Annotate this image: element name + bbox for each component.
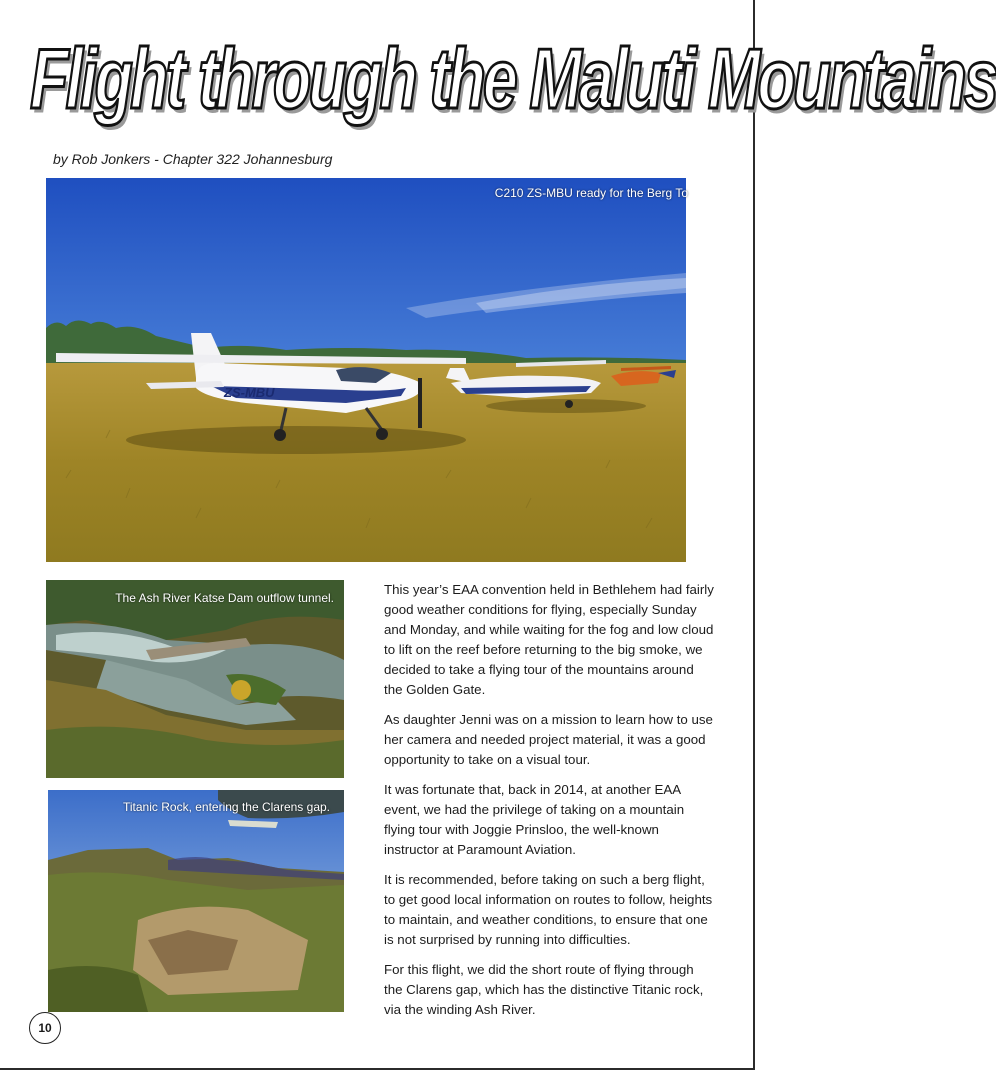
article-title: Flight through the Maluti Mountains: [30, 32, 996, 128]
aircraft-registration: ZS-MBU: [224, 385, 275, 400]
dam-photo-caption: The Ash River Katse Dam outflow tunnel.: [115, 591, 334, 605]
article-paragraph: It is recommended, before taking on such a berg flight, to get good local information on routes to follow, heights to maintain, and weather conditions, to ensure that one is not surprised by running into difficulties.: [384, 872, 713, 947]
dam-photo-illustration: [46, 580, 344, 778]
page-number: 10: [29, 1012, 61, 1044]
dam-outflow-photo: [46, 580, 344, 778]
rock-photo-illustration: [48, 790, 344, 1012]
article-paragraph: It was fortunate that, back in 2014, at another EAA event, we had the privilege of taking on a mountain flying tour with Joggie Prinsloo, the well-known instructor at Paramount Aviation.: [384, 782, 685, 857]
hero-photo-illustration: [46, 178, 686, 562]
article-paragraph: As daughter Jenni was on a mission to learn how to use her camera and needed project material, it was a good opportunity to take on a visual tour.: [384, 712, 713, 767]
article-paragraph: For this flight, we did the short route of flying through the Clarens gap, which has the distinctive Titanic rock, via the winding Ash River.: [384, 962, 704, 1017]
titanic-rock-photo: [48, 790, 344, 1012]
rock-photo-caption: Titanic Rock, entering the Clarens gap.: [123, 800, 330, 814]
hero-photo-aircraft: [46, 178, 686, 562]
article-paragraph: This year’s EAA convention held in Bethlehem had fairly good weather conditions for flying, especially Sunday and Monday, and while waiting for the fog and low cloud to lift on the reef before returning to the big smoke, we decided to take a flying tour of the mountains around the Golden Gate.: [384, 582, 714, 697]
byline: by Rob Jonkers - Chapter 322 Johannesburg: [53, 151, 333, 167]
article-body: [384, 580, 714, 1030]
hero-photo-caption: C210 ZS-MBU ready for the Berg To: [494, 186, 688, 200]
